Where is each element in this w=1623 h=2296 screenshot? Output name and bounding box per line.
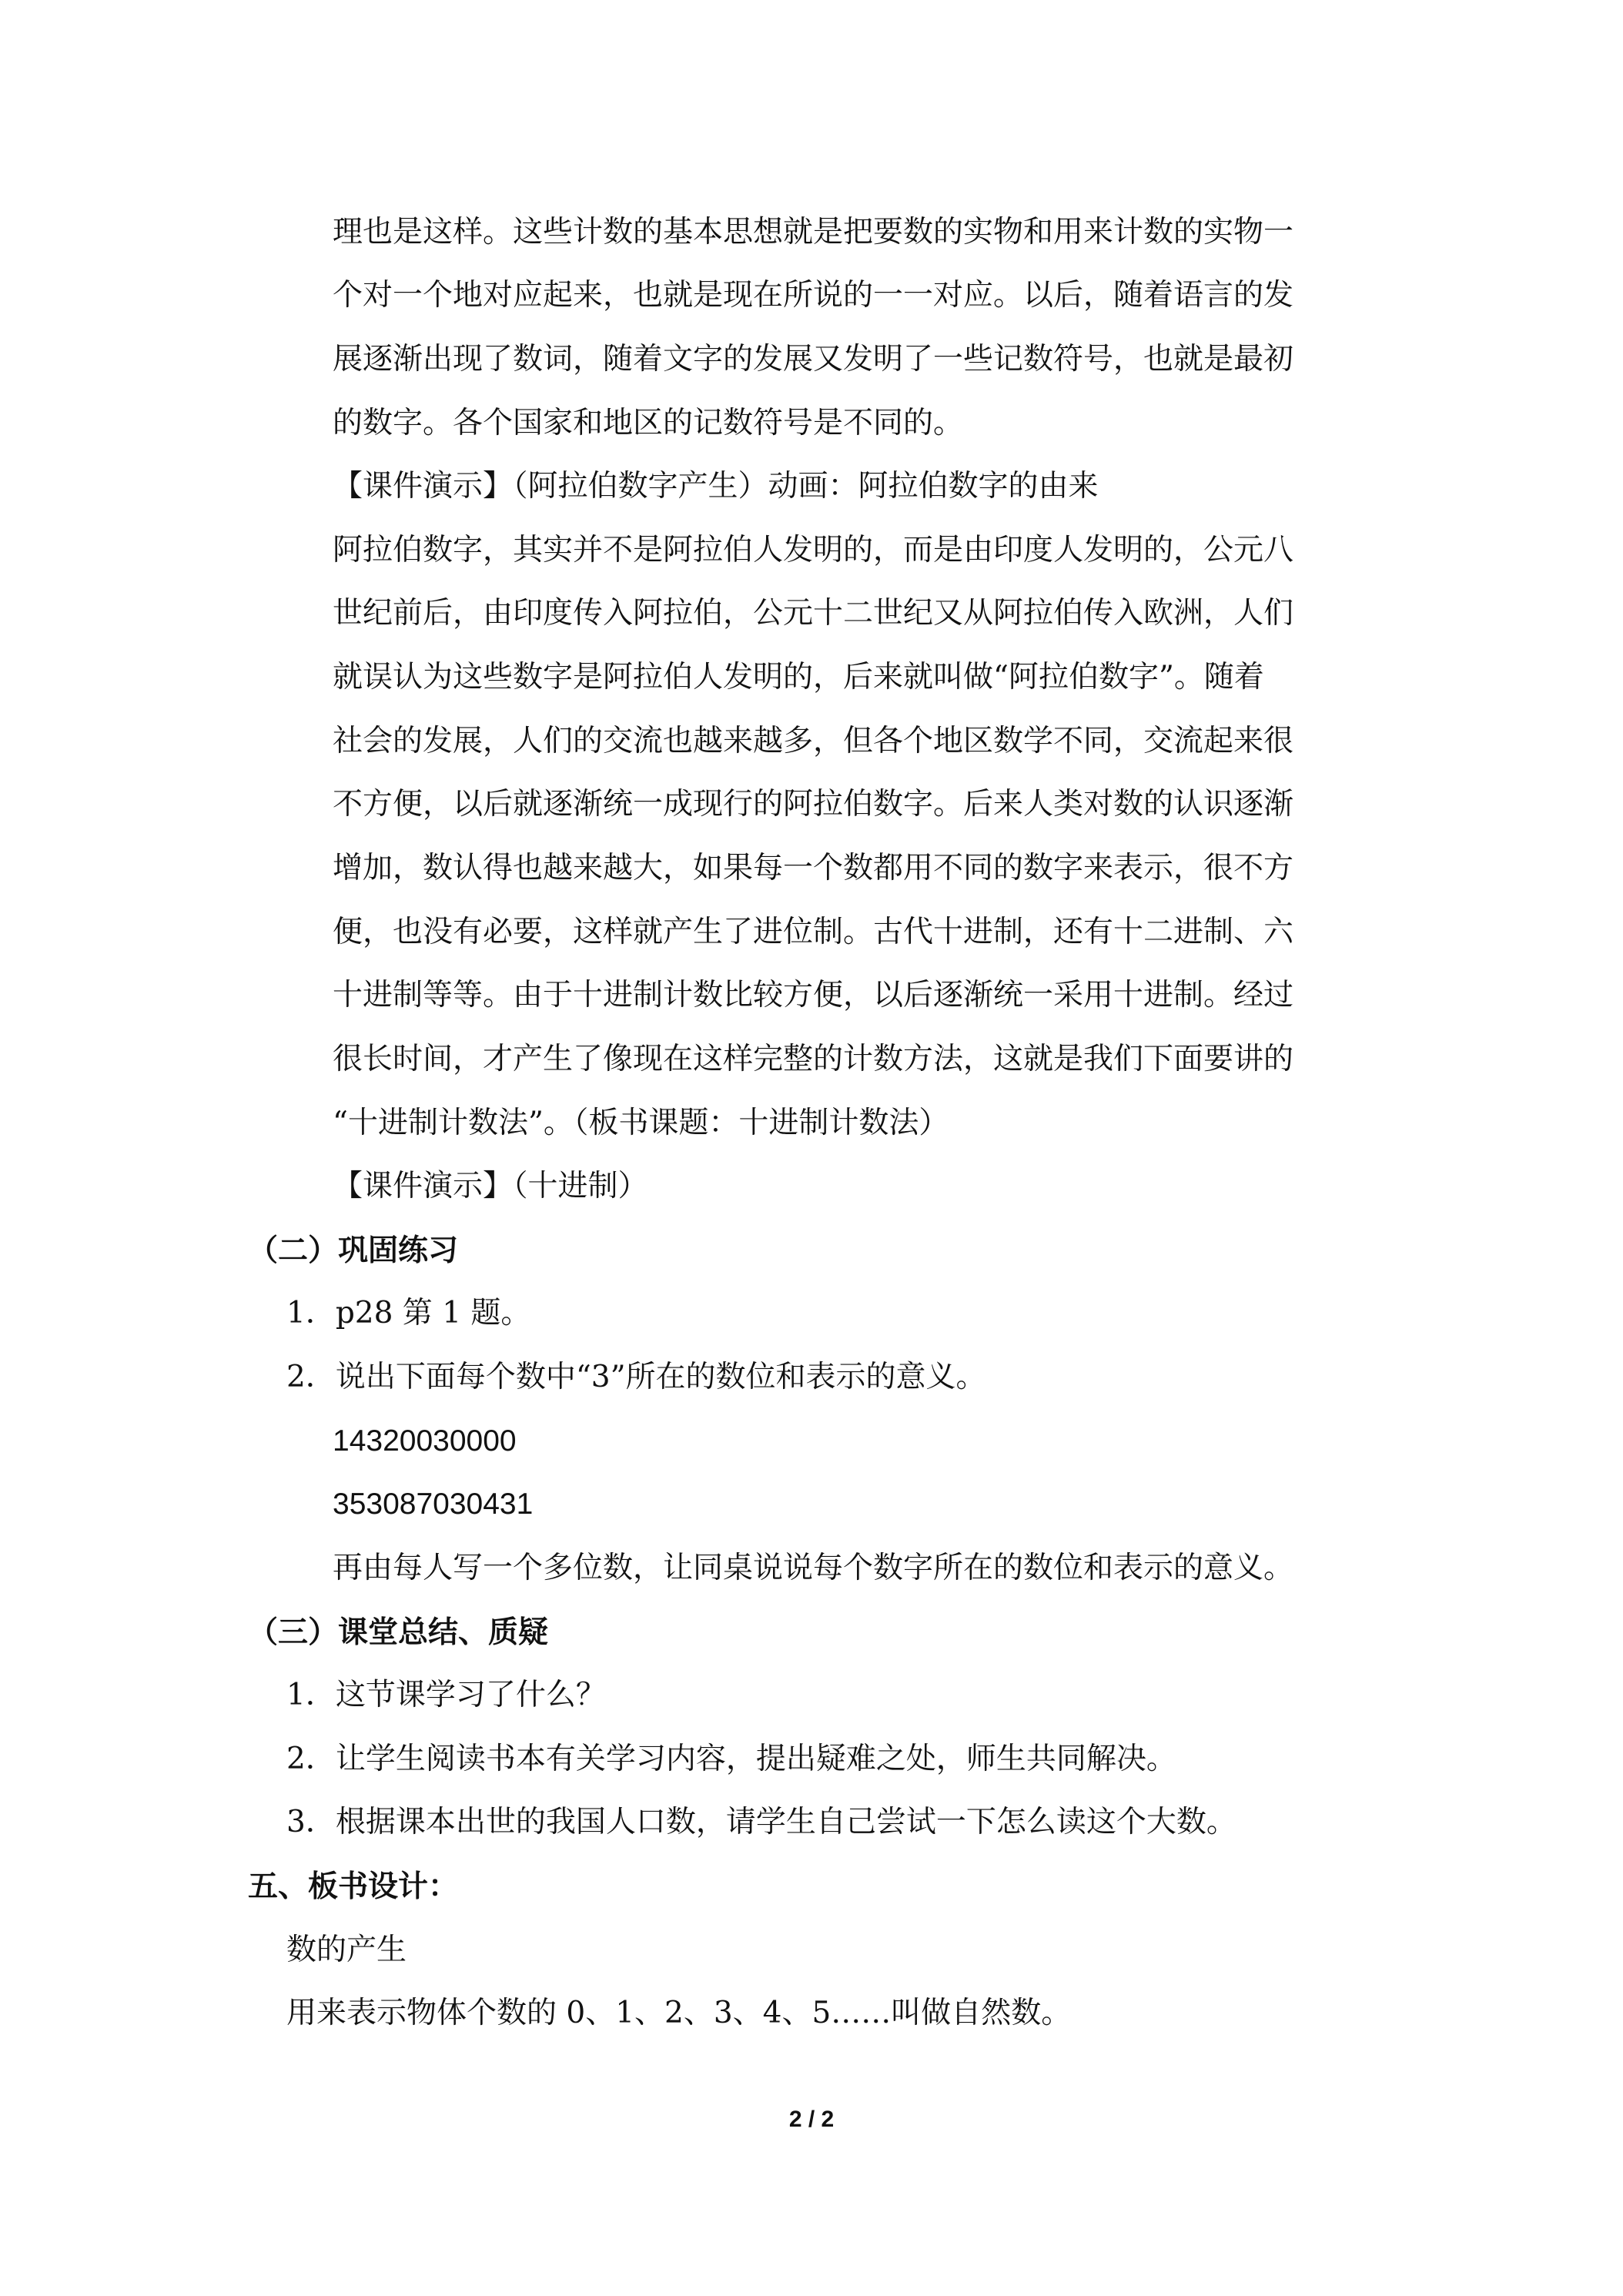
- board-definition: 用来表示物体个数的 0、1、2、3、4、5……叫做自然数。: [286, 1996, 1072, 2030]
- body-line-12: 便，也没有必要，这样就产生了进位制。古代十进制，还有十二进制、六: [333, 915, 1294, 949]
- section-heading-practice: （二）巩固练习: [248, 1233, 459, 1268]
- body-line-15: “十进制计数法”。（板书课题：十进制计数法）: [333, 1106, 949, 1140]
- courseware-demo-decimal: 【课件演示】（十进制）: [333, 1169, 648, 1203]
- body-line-2: 个对一个地对应起来，也就是现在所说的一一对应。以后，随着语言的发: [333, 278, 1294, 313]
- body-line-7: 世纪前后，由印度传入阿拉伯，公元十二世纪又从阿拉伯传入欧洲，人们: [333, 596, 1294, 631]
- summary-item-2: 2．让学生阅读书本有关学习内容，提出疑难之处，师生共同解决。: [286, 1742, 1176, 1776]
- number-example-1: 14320030000: [333, 1424, 517, 1458]
- body-line-9: 社会的发展，人们的交流也越来越多，但各个地区数学不同，交流起来很: [333, 724, 1294, 758]
- practice-item-2: 2．说出下面每个数中“3”所在的数位和表示的意义。: [286, 1360, 986, 1394]
- number-example-2: 353087030431: [333, 1488, 534, 1521]
- body-line-3: 展逐渐出现了数词，随着文字的发展又发明了一些记数符号，也就是最初: [333, 342, 1294, 377]
- courseware-demo-arabic: 【课件演示】（阿拉伯数字产生）动画：阿拉伯数字的由来: [333, 469, 1099, 504]
- summary-item-3: 3．根据课本出世的我国人口数，请学生自己尝试一下怎么读这个大数。: [286, 1805, 1236, 1839]
- body-line-13: 十进制等等。由于十进制计数比较方便，以后逐渐统一采用十进制。经过: [333, 978, 1294, 1012]
- body-line-8: 就误认为这些数字是阿拉伯人发明的，后来就叫做“阿拉伯数字”。随着: [333, 660, 1264, 694]
- practice-item-1: 1．p28 第 1 题。: [286, 1296, 531, 1330]
- section-heading-summary: （三）课堂总结、质疑: [248, 1615, 549, 1650]
- body-line-11: 增加，数认得也越来越大，如果每一个数都用不同的数字来表示，很不方: [333, 851, 1294, 885]
- section-heading-board-design: 五、板书设计：: [248, 1869, 459, 1904]
- body-line-4: 的数字。各个国家和地区的记数符号是不同的。: [333, 406, 964, 440]
- body-line-10: 不方便，以后就逐渐统一成现行的阿拉伯数字。后来人类对数的认识逐渐: [333, 787, 1294, 822]
- practice-note: 再由每人写一个多位数，让同桌说说每个数字所在的数位和表示的意义。: [333, 1551, 1294, 1585]
- summary-item-1: 1．这节课学习了什么？: [286, 1678, 606, 1712]
- page-number: 2 / 2: [788, 2107, 835, 2132]
- body-line-14: 很长时间，才产生了像现在这样完整的计数方法，这就是我们下面要讲的: [333, 1042, 1294, 1076]
- body-line-1: 理也是这样。这些计数的基本思想就是把要数的实物和用来计数的实物一: [333, 215, 1294, 249]
- body-line-6: 阿拉伯数字，其实并不是阿拉伯人发明的，而是由印度人发明的，公元八: [333, 533, 1294, 567]
- board-title: 数的产生: [286, 1933, 407, 1967]
